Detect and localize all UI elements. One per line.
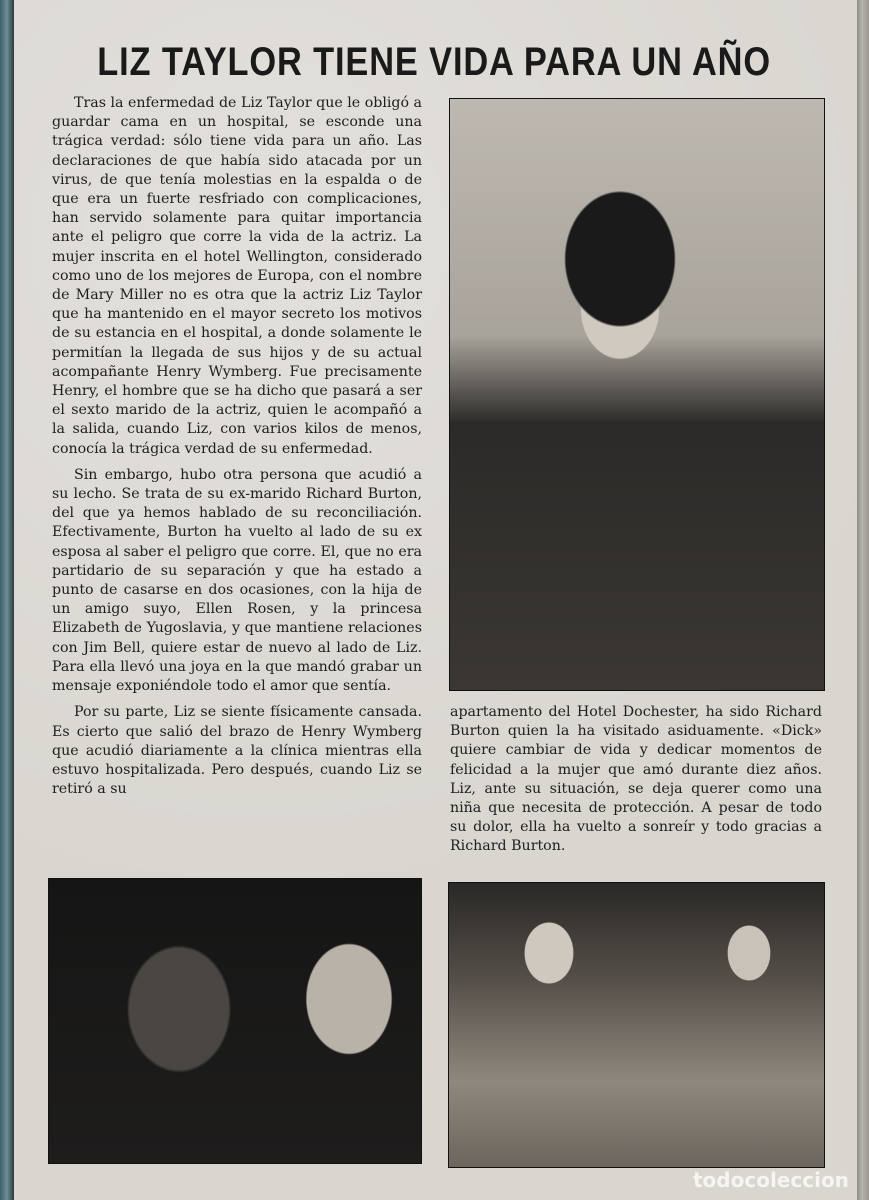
photo-burton-kiss: [48, 878, 422, 1164]
paragraph: Por su parte, Liz se siente físicamente cansada. Es cierto que salió del brazo de Henry Wymberg que acudió diariamente a la clínica mientras ella estuvo hospitalizada. Pero después, cuando Liz se retiró a su: [52, 704, 422, 798]
article-column-right: [450, 703, 822, 857]
paragraph: Tras la enfermedad de Liz Taylor que le obligó a guardar cama en un hospital, se esconde una trágica verdad: sólo tiene vida para un año. Las declaraciones de que había sido atacada por un virus, de que tenía molestias en la espalda o de que era un fuerte resfriado con complicaciones, han servido solamente para quitar importancia ante el peligro que corre la vida de la actriz. La mujer inscrita en el hotel Wellington, considerado como uno de los mejores de Europa, con el nombre de Mary Miller no es otra que la actriz Liz Taylor que ha mantenido en el mayor secreto los motivos de su estancia en el hospital, a donde solamente le permitían la llegada de sus hijos y de su actual acompañante Henry Wymberg. Fue precisamente Henry, el hombre que se ha dicho que pasará a ser el sexto marido de la actriz, quien le acompañó a la salida, cuando Liz, con varios kilos de menos, conocía la trágica verdad de su enfermedad.: [52, 95, 422, 457]
paragraph: apartamento del Hotel Dochester, ha sido Richard Burton quien la ha visitado asiduamente. «Dick» quiere cambiar de vida y dedicar momentos de felicidad a la mujer que amó durante diez años. Liz, ante su situación, se deja querer como una niña que necesita de protección. A pesar de todo su dolor, ella ha vuelto a sonreír y todo gracias a Richard Burton.: [450, 704, 822, 855]
headline: LIZ TAYLOR TIENE VIDA PARA UN AÑO: [97, 40, 771, 84]
article-column-left: [52, 94, 422, 799]
watermark: todocoleccion: [693, 1168, 849, 1192]
page-edge-right: [857, 0, 869, 1200]
photo-liz-wheelchair: [449, 98, 825, 691]
background-edge-left: [0, 0, 14, 1200]
paragraph: Sin embargo, hubo otra persona que acudió a su lecho. Se trata de su ex-marido Richard Burton, del que ya hemos hablado de su reconciliación. Efectivamente, Burton ha vuelto al lado de su ex esposa al saber el peligro que corre. El, que no era partidario de su separación y que ha estado a punto de casarse en dos ocasiones, con la hija de un amigo suyo, Ellen Rosen, y la princesa Elizabeth de Yugoslavia, y que mantiene relaciones con Jim Bell, quiere estar de nuevo al lado de Liz. Para ella llevó una joya en la que mandó grabar un mensaje exponiéndole todo el amor que sentía.: [52, 466, 422, 695]
photo-wymberg-liz: [448, 882, 825, 1168]
